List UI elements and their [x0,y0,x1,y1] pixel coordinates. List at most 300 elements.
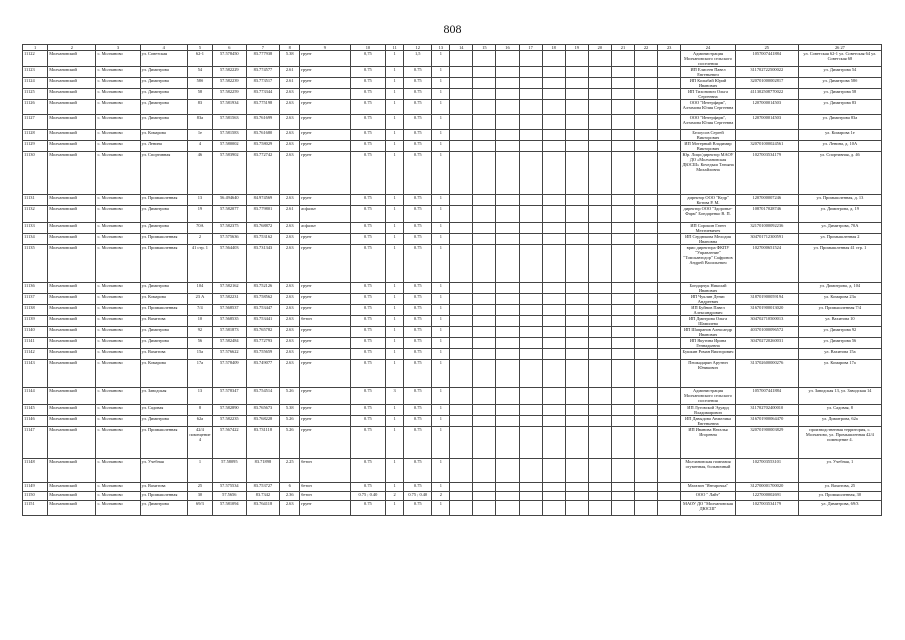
table-cell: грунт [300,360,350,388]
table-cell: 1 [386,67,404,78]
table-cell: грунт [300,338,350,349]
table-cell: 7/4 [187,305,212,316]
table-cell: ИП Луговской Эдуард Владимирович [681,405,736,416]
table-cell: 0,75 [350,51,386,67]
table-cell: 57.582229 [213,67,247,78]
table-cell [611,245,634,283]
table-row [23,338,882,349]
table-cell: Молчановский [48,245,96,283]
table-row [23,327,882,338]
table-cell: ул. Промышленная 41 стр. 1 [798,245,881,283]
table-cell: 0.75 [350,89,386,100]
table-cell: 0.75 [404,78,432,89]
table-cell: грунт [300,349,350,360]
table-cell [473,405,496,416]
table-cell [473,206,496,223]
table-cell [450,141,473,152]
table-cell [658,360,681,388]
table-cell [565,416,588,427]
table-cell: 5.38 [280,51,300,67]
table-cell [542,459,565,483]
table-cell: 83.753727 [246,483,280,492]
table-cell [588,51,611,67]
table-cell: Молчановский [48,316,96,327]
table-cell: 2 [386,492,404,501]
table-cell: ул. Промышленная [140,427,187,459]
table-cell [611,360,634,388]
table-cell: ул. Димитрова 92 [798,327,881,338]
table-cell [588,501,611,516]
table-cell: ул. Промышленная, д. 13 [798,195,881,206]
table-cell: 11149 [23,483,48,492]
table-cell [542,360,565,388]
table-cell [542,89,565,100]
table-cell: ул. Комарова 1е [798,130,881,141]
table-cell: 0.75 [350,195,386,206]
table-cell: 0.75 [404,89,432,100]
table-cell [473,51,496,67]
table-cell [635,316,658,327]
table-cell: 0.75 [404,245,432,283]
table-cell [519,245,542,283]
table-cell: Молчановский [48,360,96,388]
table-cell [635,327,658,338]
table-cell: 0.75 [350,388,386,405]
table-cell: 83.753162 [246,234,280,245]
table-cell: 0.75 [404,100,432,115]
table-cell: 1 [432,152,450,195]
table-cell: с. Молчаново [96,416,140,427]
table-cell [588,405,611,416]
table-cell [635,234,658,245]
table-row [23,416,882,427]
header-cell: 8 [280,45,300,51]
table-cell: 83а [187,115,212,130]
table-cell [565,388,588,405]
table-cell [450,152,473,195]
table-cell: с. Молчаново [96,483,140,492]
page-number: 808 [443,22,462,36]
table-cell: 0.75 [404,115,432,130]
header-cell: 6 [213,45,247,51]
table-cell [588,305,611,316]
header-cell: 21 [611,45,634,51]
table-cell [565,152,588,195]
table-cell: 54 [187,67,212,78]
table-cell: 56 [187,338,212,349]
table-cell: 1057007441884 [735,51,798,67]
table-cell: 2.63 [280,305,300,316]
table-cell [450,206,473,223]
table-cell: Молчановский [48,283,96,294]
header-cell: 19 [565,45,588,51]
table-cell: 5.38 [280,405,300,416]
header-cell: 20 [588,45,611,51]
table-cell: 58б [187,78,212,89]
table-row [23,245,882,283]
table-cell: грунт [300,283,350,294]
table-cell [565,141,588,152]
table-cell [588,283,611,294]
table-cell [588,427,611,459]
table-cell: 0.75 [404,206,432,223]
table-cell [450,100,473,115]
table-cell: грунт [300,195,350,206]
table-row [23,78,882,89]
table-cell [450,316,473,327]
table-cell: 1 [386,416,404,427]
table-cell [519,405,542,416]
table-cell [450,283,473,294]
table-cell [658,405,681,416]
table-cell [519,51,542,67]
table-cell: ул. Комарова [140,360,187,388]
table-cell: грунт [300,78,350,89]
table-cell: 83.71898 [246,459,280,483]
table-cell: 1 [432,388,450,405]
table-cell [611,141,634,152]
table-cell: 57.582239 [213,78,247,89]
table-cell [496,100,519,115]
table-row [23,427,882,459]
table-cell: ИП Дмитрова Ольга Шамилева [681,316,736,327]
table-cell [658,141,681,152]
table-row [23,305,882,316]
table-cell [519,78,542,89]
table-cell: 0.75 [404,223,432,234]
table-cell [635,427,658,459]
table-cell: 0.75 [350,78,386,89]
table-cell: 11129 [23,141,48,152]
table-cell [542,492,565,501]
table-cell: с. Молчаново [96,327,140,338]
table-cell [519,459,542,483]
table-cell: 0.75 [350,100,386,115]
table-cell: директор ООО "Кедр" Котова Р. М. [681,195,736,206]
table-cell: ул. Промышленная [140,234,187,245]
table-cell: 11141 [23,338,48,349]
table-cell [519,206,542,223]
table-cell [496,492,519,501]
table-cell [496,223,519,234]
table-cell [542,349,565,360]
table-cell [450,388,473,405]
table-cell: 8 [187,405,212,416]
table-cell: ул. Промышленная [140,245,187,283]
table-cell [658,130,681,141]
table-cell: 1 [432,115,450,130]
table-cell [450,51,473,67]
table-row [23,388,882,405]
table-cell: ООО "Интерфарм", Алтамова Юлия Сергеевна [681,115,736,130]
table-cell: 0.75 [404,67,432,78]
table-cell [611,234,634,245]
header-cell: 4 [140,45,187,51]
table-cell: 2.63 [280,195,300,206]
table-cell: 1 [432,283,450,294]
table-cell [635,416,658,427]
table-cell: 1 [386,316,404,327]
table-cell: 1 [386,245,404,283]
table-cell [450,67,473,78]
table-cell: ул. Вахитова 15а [798,349,881,360]
table-cell [588,483,611,492]
table-cell: 320701000024561 [735,141,798,152]
table-cell [635,152,658,195]
table-cell: 57.58095 [213,459,247,483]
table-cell [542,327,565,338]
table-cell [519,316,542,327]
header-cell: 17 [519,45,542,51]
table-cell: 5.26 [280,416,300,427]
table-cell: 1 [432,316,450,327]
table-cell: 1,5 [404,51,432,67]
table-cell: 83.7342 [246,492,280,501]
table-cell: 83.764118 [246,501,280,516]
table-cell [635,115,658,130]
table-cell: ул. Заводская [140,388,187,405]
table-row [23,483,882,492]
table-cell: ул. Вахитова [140,316,187,327]
table-cell: 0.75 [350,501,386,516]
table-cell [565,130,588,141]
table-cell: 0.75 [350,283,386,294]
table-cell [473,483,496,492]
table-cell [565,492,588,501]
table-cell [519,283,542,294]
table-cell [450,360,473,388]
table-cell [473,360,496,388]
table-cell: 2.63 [280,501,300,516]
table-cell: 304701712300591 [735,234,798,245]
table-cell [542,338,565,349]
table-cell: грунт [300,405,350,416]
table-cell [611,115,634,130]
table-cell [519,349,542,360]
table-cell: 2.63 [280,141,300,152]
table-cell [658,416,681,427]
table-cell: 1 [386,234,404,245]
table-cell: ул. Димитрова 58б [798,78,881,89]
table-cell [473,89,496,100]
table-cell: Молчановский [48,459,96,483]
table-cell [542,115,565,130]
header-cell: 2 [48,45,96,51]
table-cell: 1 [386,130,404,141]
table-cell: грунт [300,67,350,78]
table-row [23,152,882,195]
table-cell: ул. Вахитова [140,483,187,492]
table-cell: 2.63 [280,294,300,305]
table-cell [611,195,634,206]
table-cell: Юр. Лицо/директор МАОУ ДО «Молчановская ДЮСШ» Кочедыш Татьяна Михайловна [681,152,736,195]
table-cell [519,501,542,516]
table-cell: 11140 [23,327,48,338]
table-cell: ул. Димитрова [140,283,187,294]
table-cell: бетон [300,316,350,327]
table-cell: ул. Спортивная, д. 46 [798,152,881,195]
table-cell: 57.5656 [213,492,247,501]
table-cell: 318701900059194 [735,294,798,305]
header-cell: 1 [23,45,48,51]
table-cell [635,501,658,516]
table-cell: МАОУ ДО "Молчановская ДЮСШ" [681,501,736,516]
table-cell [473,305,496,316]
table-cell: 11134 [23,234,48,245]
table-cell [635,100,658,115]
table-cell: 1027000651524 [735,245,798,283]
table-cell: ул. Промышленная [140,305,187,316]
table-cell [496,141,519,152]
table-cell: 57.576622 [213,349,247,360]
header-cell: 9 [300,45,350,51]
table-cell: ул. Димитрова 58 [798,89,881,100]
table-cell: Администрация Молчановского сельского поселения [681,51,736,67]
table-cell: с. Молчаново [96,405,140,416]
table-cell [519,305,542,316]
table-cell: 1 [432,141,450,152]
table-cell: 57.581934 [213,100,247,115]
table-cell: Молчановский [48,305,96,316]
table-cell [588,459,611,483]
table-cell: с. Молчаново [96,459,140,483]
table-cell [565,316,588,327]
table-cell [588,100,611,115]
table-cell [658,483,681,492]
table-cell [542,100,565,115]
table-cell: 2.63 [280,360,300,388]
table-cell: 41 стр. 1 [187,245,212,283]
table-cell [565,100,588,115]
table-cell [658,501,681,516]
table-cell: 57.575534 [213,483,247,492]
table-cell [565,78,588,89]
table-cell [658,283,681,294]
table-cell: 0.75 [350,234,386,245]
table-cell [542,206,565,223]
table-cell [588,327,611,338]
table-row [23,360,882,388]
table-cell: ул. Димитрова [140,206,187,223]
table-cell [450,501,473,516]
table-cell: Молчановский [48,206,96,223]
table-cell [542,283,565,294]
table-cell: ул. Заводская 13, ул. Заводская 14 [798,388,881,405]
table-cell: 13 [187,388,212,405]
table-cell [450,416,473,427]
table-cell [473,245,496,283]
table-row [23,501,882,516]
table-cell: 0.75 [350,405,386,416]
table-cell [473,427,496,459]
table-cell: Молчановский [48,294,96,305]
table-cell: 1 [386,305,404,316]
table-cell [658,67,681,78]
table-cell [588,206,611,223]
table-cell: 0.75 [350,416,386,427]
table-cell: 1 [432,338,450,349]
table-cell [450,338,473,349]
table-cell [542,141,565,152]
table-cell [635,283,658,294]
table-cell: Молчановский [48,130,96,141]
table-cell [565,245,588,283]
table-cell: 2.63 [280,234,300,245]
table-row [23,492,882,501]
table-cell [565,195,588,206]
table-cell: 1 [386,115,404,130]
table-cell [450,115,473,130]
table-cell [658,206,681,223]
table-cell [519,338,542,349]
header-cell: 14 [450,45,473,51]
table-cell: ИП Давыдова Анжелика Евгеньевна [681,416,736,427]
table-cell [519,152,542,195]
table-cell: 0.75 [404,405,432,416]
table-cell [635,338,658,349]
table-cell: 10 [187,316,212,327]
table-cell [611,327,634,338]
table-cell [611,130,634,141]
table-cell [588,416,611,427]
table-cell: 11130 [23,152,48,195]
table-cell: ул. Промышленная 7/4 [798,305,881,316]
table-cell: ул. Промышленная [140,195,187,206]
table-cell: 0.75 [350,459,386,483]
table-cell [611,294,634,305]
table-cell [635,405,658,416]
table-cell: 11146 [23,416,48,427]
table-cell [588,195,611,206]
table-cell: 1 [386,360,404,388]
table-cell [496,294,519,305]
table-cell [519,115,542,130]
table-cell: 83.775198 [246,100,280,115]
table-cell: 304702710500013 [735,316,798,327]
table-cell: 57.581563 [213,115,247,130]
table-cell [542,152,565,195]
table-cell [658,327,681,338]
table-cell: с. Молчаново [96,245,140,283]
table-cell: 25 [187,483,212,492]
table-cell: 46 [187,152,212,195]
table-cell [450,459,473,483]
table-cell [588,316,611,327]
table-cell: Молчановский [48,100,96,115]
table-cell: 2.63 [280,89,300,100]
table-cell [542,245,565,283]
table-cell: 11142 [23,349,48,360]
table-cell: 313702600000276 [735,360,798,388]
table-cell: 11145 [23,405,48,416]
table-cell [735,283,798,294]
table-cell: 312700001700020 [735,483,798,492]
table-cell: врио директора ФКПУ "Управление" "Томскавтодор" Сафронов Андрей Васильевич [681,245,736,283]
table-cell: 57.568535 [213,316,247,327]
table-cell: 11128 [23,130,48,141]
table-cell [496,338,519,349]
table-cell [542,305,565,316]
table-cell: 0.75 [350,483,386,492]
table-cell [588,234,611,245]
registry-table [22,44,882,516]
table-cell [658,245,681,283]
table-cell: грунт [300,416,350,427]
table-cell [496,78,519,89]
table-cell: ИП Чуклин Денис Андреевич [681,294,736,305]
table-cell [473,459,496,483]
table-cell [542,195,565,206]
